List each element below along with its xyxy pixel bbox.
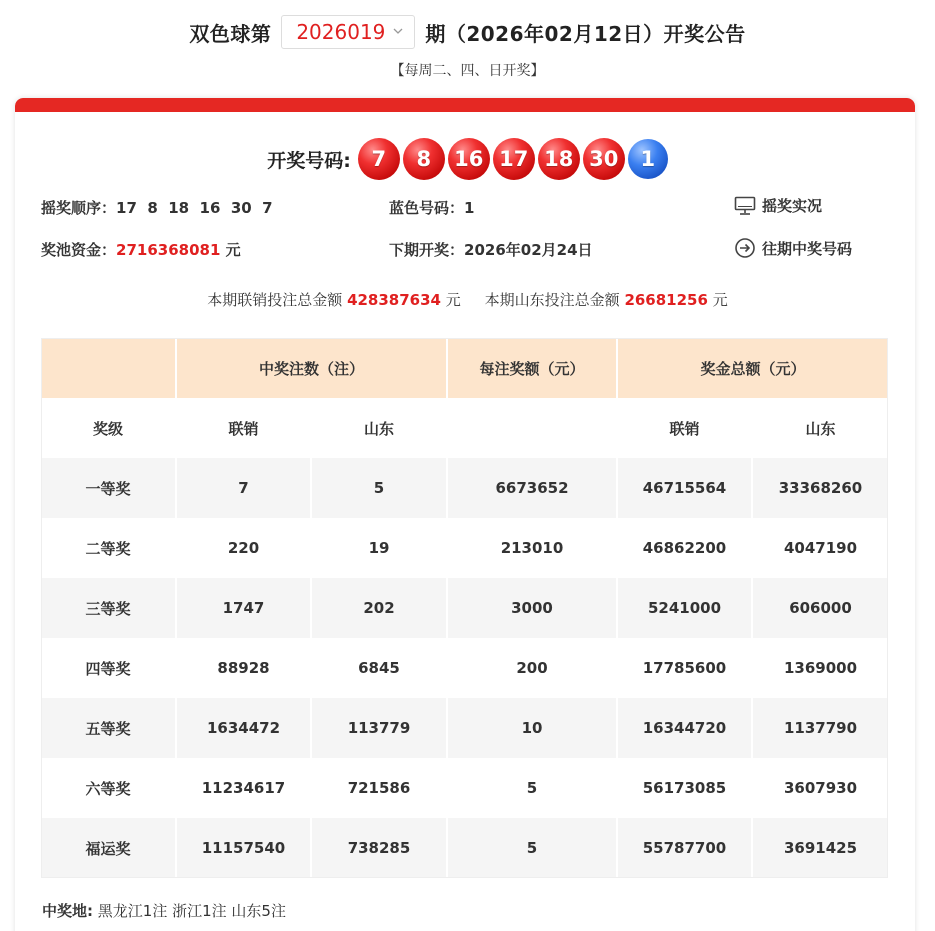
table-group-header — [41, 338, 888, 398]
table-header-cell — [447, 398, 617, 458]
table-cell: 6845 — [311, 638, 447, 698]
table-cell: 11157540 — [176, 818, 311, 878]
table-cell: 1369000 — [752, 638, 888, 698]
live-draw-link[interactable] — [734, 195, 822, 216]
arrow-circle-icon — [734, 237, 756, 259]
table-cell: 5241000 — [617, 578, 752, 638]
table-row — [41, 818, 888, 878]
table-cell: 202 — [311, 578, 447, 638]
table-header-cell: 山东 — [752, 398, 888, 458]
prize-level-cell: 二等奖 — [41, 518, 176, 578]
table-row — [41, 458, 888, 518]
monitor-icon — [734, 196, 756, 216]
winning-locations-label: 中奖地: — [42, 902, 93, 920]
table-header-cell: 每注奖额（元） — [447, 338, 617, 398]
blue-number-value: 1 — [464, 199, 475, 217]
chevron-down-icon — [392, 25, 404, 37]
next-draw-label: 下期开奖： — [389, 241, 465, 259]
table-cell: 6673652 — [447, 458, 617, 518]
national-sales-value: 428387634 — [347, 291, 441, 309]
table-cell: 4047190 — [752, 518, 888, 578]
table-cell: 200 — [447, 638, 617, 698]
issue-select[interactable] — [281, 15, 415, 49]
table-cell: 10 — [447, 698, 617, 758]
live-draw-link-label: 摇奖实况 — [762, 197, 823, 215]
prize-pool — [41, 239, 241, 260]
table-cell: 5 — [311, 458, 447, 518]
title-prefix: 双色球第 — [189, 21, 272, 46]
prize-level-cell: 三等奖 — [41, 578, 176, 638]
shandong-sales-value: 26681256 — [624, 291, 708, 309]
history-link[interactable] — [734, 237, 852, 259]
national-sales-label: 本期联销投注总金额 — [207, 291, 343, 309]
winning-numbers-label: 开奖号码: — [267, 149, 351, 172]
draw-order-value: 17 8 18 16 30 7 — [116, 199, 273, 217]
table-header-cell: 山东 — [311, 398, 447, 458]
table-cell: 19 — [311, 518, 447, 578]
red-ball: 7 — [358, 138, 400, 180]
table-cell: 738285 — [311, 818, 447, 878]
table-cell: 5 — [447, 818, 617, 878]
table-cell: 7 — [176, 458, 311, 518]
draw-order — [41, 197, 273, 218]
red-ball: 8 — [403, 138, 445, 180]
table-header-cell: 中奖注数（注） — [176, 338, 447, 398]
page-header — [0, 14, 935, 50]
table-cell: 606000 — [752, 578, 888, 638]
table-cell: 213010 — [447, 518, 617, 578]
prize-level-cell: 五等奖 — [41, 698, 176, 758]
prize-level-cell: 一等奖 — [41, 458, 176, 518]
table-cell: 17785600 — [617, 638, 752, 698]
table-cell: 1747 — [176, 578, 311, 638]
history-link-label: 往期中奖号码 — [762, 239, 853, 258]
red-ball: 17 — [493, 138, 535, 180]
next-draw-value: 2026年02月24日 — [464, 241, 593, 259]
draw-schedule: 【每周二、四、日开奖】 — [390, 63, 545, 79]
prize-pool-value: 2716368081 — [116, 241, 221, 259]
table-cell: 220 — [176, 518, 311, 578]
red-ball: 16 — [448, 138, 490, 180]
blue-number-label: 蓝色号码： — [389, 199, 465, 217]
red-ball: 18 — [538, 138, 580, 180]
table-header-cell — [41, 338, 176, 398]
table-header-cell: 联销 — [176, 398, 311, 458]
table-row — [41, 758, 888, 818]
table-sub-header — [41, 398, 888, 458]
winning-locations — [42, 900, 286, 921]
shandong-sales-unit: 元 — [712, 291, 728, 309]
sales-summary — [0, 289, 935, 310]
table-row — [41, 578, 888, 638]
prize-pool-label: 奖池资金： — [41, 241, 117, 259]
table-header-cell: 奖级 — [41, 398, 176, 458]
prize-level-cell: 六等奖 — [41, 758, 176, 818]
table-cell: 3000 — [447, 578, 617, 638]
table-cell: 46862200 — [617, 518, 752, 578]
table-header-cell: 联销 — [617, 398, 752, 458]
table-cell: 11234617 — [176, 758, 311, 818]
prize-table — [41, 338, 888, 878]
table-row — [41, 518, 888, 578]
red-ball: 30 — [583, 138, 625, 180]
table-cell: 3691425 — [752, 818, 888, 878]
national-sales-unit: 元 — [445, 291, 461, 309]
table-cell: 55787700 — [617, 818, 752, 878]
issue-select-value: 2026019 — [296, 20, 386, 44]
table-header-cell: 奖金总额（元） — [617, 338, 888, 398]
prize-level-cell: 四等奖 — [41, 638, 176, 698]
blue-number — [389, 197, 474, 218]
table-cell: 1634472 — [176, 698, 311, 758]
shandong-sales-label: 本期山东投注总金额 — [484, 291, 620, 309]
table-cell: 113779 — [311, 698, 447, 758]
table-cell: 56173085 — [617, 758, 752, 818]
table-cell: 33368260 — [752, 458, 888, 518]
table-cell: 88928 — [176, 638, 311, 698]
draw-order-label: 摇奖顺序： — [41, 199, 117, 217]
winning-locations-value: 黑龙江1注 浙江1注 山东5注 — [97, 902, 286, 920]
table-cell: 1137790 — [752, 698, 888, 758]
blue-ball: 1 — [628, 139, 668, 179]
table-cell: 5 — [447, 758, 617, 818]
next-draw — [389, 239, 593, 260]
title-suffix: 期（2026年02月12日）开奖公告 — [425, 21, 746, 46]
prize-level-cell: 福运奖 — [41, 818, 176, 878]
table-cell: 721586 — [311, 758, 447, 818]
table-cell: 46715564 — [617, 458, 752, 518]
card-accent-bar — [15, 98, 915, 112]
table-cell: 3607930 — [752, 758, 888, 818]
winning-numbers — [0, 138, 935, 180]
prize-pool-unit: 元 — [220, 241, 241, 259]
table-row — [41, 638, 888, 698]
table-cell: 16344720 — [617, 698, 752, 758]
table-row — [41, 698, 888, 758]
